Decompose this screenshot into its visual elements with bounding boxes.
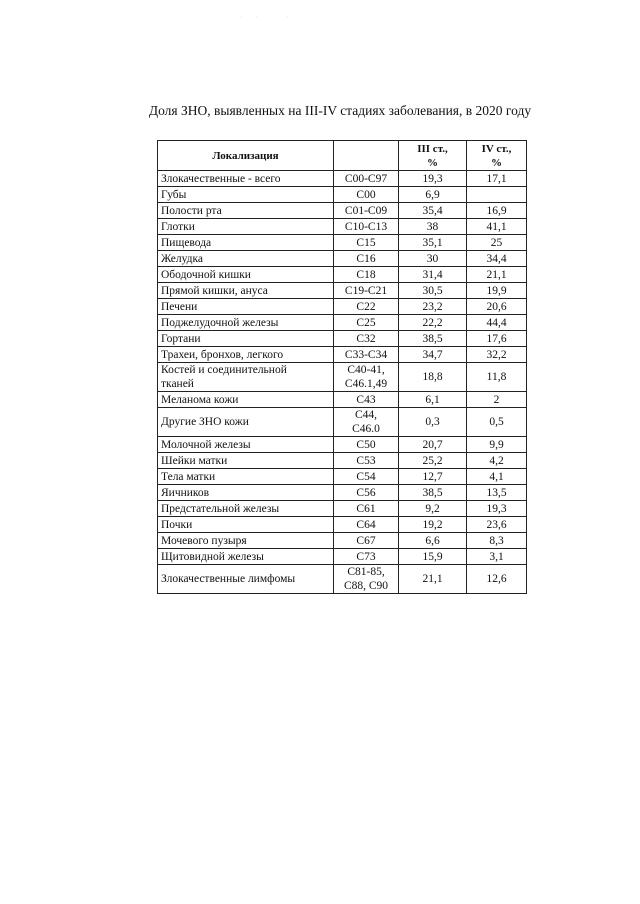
table-row [158,299,527,315]
cell-stage3-percent: 18,8 [399,363,467,392]
cell-stage3-percent: 15,9 [399,549,467,565]
cell-localization: Почки [158,517,334,533]
cell-stage3-percent: 23,2 [399,299,467,315]
cell-stage3-percent: 38,5 [399,485,467,501]
cell-localization: Полости рта [158,203,334,219]
cell-icd-code-line: C81-85, [347,566,385,578]
cell-stage4-percent: 32,2 [467,347,527,363]
cell-localization: Яичников [158,485,334,501]
cell-icd-code: C56 [334,485,399,501]
table-row [158,171,527,187]
cell-stage3-percent: 19,3 [399,171,467,187]
table-row [158,219,527,235]
cell-localization: Желудка [158,251,334,267]
cell-localization-line: тканей [161,378,194,390]
table-row [158,453,527,469]
cell-stage4-percent: 12,6 [467,565,527,594]
cell-localization: Пищевода [158,235,334,251]
table-row [158,408,527,437]
cell-stage3-percent: 31,4 [399,267,467,283]
cell-icd-code: C15 [334,235,399,251]
table-row [158,235,527,251]
table-row [158,392,527,408]
cell-localization: Тела матки [158,469,334,485]
page-title: Доля ЗНО, выявленных на III-IV стадиях заболевания, в 2020 году [148,103,532,118]
cell-localization: Молочной железы [158,437,334,453]
cell-icd-code [334,565,399,594]
cell-localization: Злокачественные лимфомы [158,565,334,594]
table-row [158,565,527,594]
cell-localization [158,363,334,392]
header-stage3 [399,141,467,171]
header-stage3-line2: % [427,156,438,169]
cell-localization: Щитовидной железы [158,549,334,565]
cell-icd-code: C73 [334,549,399,565]
cell-localization: Другие ЗНО кожи [158,408,334,437]
cell-stage3-percent: 6,9 [399,187,467,203]
table-row [158,267,527,283]
table-row [158,251,527,267]
cell-localization: Ободочной кишки [158,267,334,283]
table-row [158,533,527,549]
header-stage4-line2: % [491,156,502,169]
table-row [158,331,527,347]
table-row [158,187,527,203]
cell-stage3-percent: 12,7 [399,469,467,485]
cell-icd-code: C33-C34 [334,347,399,363]
cell-localization: Злокачественные - всего [158,171,334,187]
table-row [158,485,527,501]
cell-localization-line: Костей и соединительной [161,364,287,376]
table-row [158,437,527,453]
cell-icd-code: C53 [334,453,399,469]
cell-icd-code: C00-C97 [334,171,399,187]
cell-icd-code: C64 [334,517,399,533]
table-row [158,517,527,533]
cell-icd-code-line: C40-41, [347,364,385,376]
cell-icd-code: C43 [334,392,399,408]
cell-stage4-percent: 19,3 [467,501,527,517]
scan-specks: · · · · [240,14,295,20]
cell-stage3-percent: 34,7 [399,347,467,363]
cell-localization: Глотки [158,219,334,235]
header-stage3-line1: III ст., [417,142,448,155]
cell-localization: Меланома кожи [158,392,334,408]
cell-icd-code: C25 [334,315,399,331]
header-stage4 [467,141,527,171]
header-stage4-line1: IV ст., [481,142,512,155]
cell-icd-code: C00 [334,187,399,203]
cell-icd-code [334,363,399,392]
cell-stage4-percent: 11,8 [467,363,527,392]
cell-localization: Мочевого пузыря [158,533,334,549]
cell-stage3-percent: 30 [399,251,467,267]
cell-icd-code: C16 [334,251,399,267]
cell-localization: Предстательной железы [158,501,334,517]
cell-stage4-percent: 20,6 [467,299,527,315]
cell-localization: Шейки матки [158,453,334,469]
table-row [158,203,527,219]
cell-icd-code: C50 [334,437,399,453]
cell-stage4-percent: 23,6 [467,517,527,533]
table-row [158,501,527,517]
cell-localization: Губы [158,187,334,203]
cell-stage4-percent: 25 [467,235,527,251]
cell-icd-code: C19-C21 [334,283,399,299]
cell-stage4-percent: 41,1 [467,219,527,235]
cell-localization: Трахеи, бронхов, легкого [158,347,334,363]
table-body [158,171,527,594]
cell-localization: Прямой кишки, ануса [158,283,334,299]
cell-icd-code: C61 [334,501,399,517]
cell-stage4-percent: 8,3 [467,533,527,549]
cell-stage4-percent: 44,4 [467,315,527,331]
cell-stage3-percent: 35,1 [399,235,467,251]
cell-stage4-percent: 21,1 [467,267,527,283]
cell-icd-code: C54 [334,469,399,485]
cell-stage4-percent: 2 [467,392,527,408]
table-row [158,315,527,331]
table-row [158,469,527,485]
cell-stage3-percent: 9,2 [399,501,467,517]
cell-stage3-percent: 0,3 [399,408,467,437]
cell-icd-code: C01-C09 [334,203,399,219]
cell-stage4-percent: 17,1 [467,171,527,187]
cell-stage3-percent: 38,5 [399,331,467,347]
cell-stage4-percent: 16,9 [467,203,527,219]
stage-share-table [157,140,527,594]
table-header-row [158,141,527,171]
cell-localization: Печени [158,299,334,315]
cell-stage3-percent: 25,2 [399,453,467,469]
cell-stage4-percent: 4,2 [467,453,527,469]
cell-stage4-percent: 13,5 [467,485,527,501]
cell-stage4-percent: 3,1 [467,549,527,565]
cell-icd-code-line: C46.0 [352,423,380,435]
cell-icd-code: C18 [334,267,399,283]
cell-stage4-percent: 17,6 [467,331,527,347]
header-code [334,141,399,171]
cell-stage4-percent: 34,4 [467,251,527,267]
table-row [158,283,527,299]
cell-icd-code: C32 [334,331,399,347]
table-row [158,363,527,392]
cell-stage3-percent: 38 [399,219,467,235]
cell-stage4-percent: 0,5 [467,408,527,437]
cell-stage3-percent: 6,1 [399,392,467,408]
cell-stage4-percent [467,187,527,203]
cell-icd-code: C67 [334,533,399,549]
cell-stage3-percent: 35,4 [399,203,467,219]
header-localization: Локализация [158,141,334,171]
cell-stage3-percent: 22,2 [399,315,467,331]
table-row [158,549,527,565]
table-row [158,347,527,363]
cell-icd-code-line: C88, C90 [343,580,389,592]
cell-stage4-percent: 9,9 [467,437,527,453]
cell-stage3-percent: 21,1 [399,565,467,594]
cell-stage3-percent: 6,6 [399,533,467,549]
cell-stage4-percent: 4,1 [467,469,527,485]
cell-icd-code-line: C44, [354,409,378,421]
cell-stage4-percent: 19,9 [467,283,527,299]
cell-icd-code [334,408,399,437]
cell-icd-code-line: C46.1,49 [344,378,388,390]
cell-stage3-percent: 30,5 [399,283,467,299]
cell-localization: Поджелудочной железы [158,315,334,331]
cell-icd-code: C22 [334,299,399,315]
cell-icd-code: C10-C13 [334,219,399,235]
cell-stage3-percent: 20,7 [399,437,467,453]
cell-localization: Гортани [158,331,334,347]
cell-stage3-percent: 19,2 [399,517,467,533]
